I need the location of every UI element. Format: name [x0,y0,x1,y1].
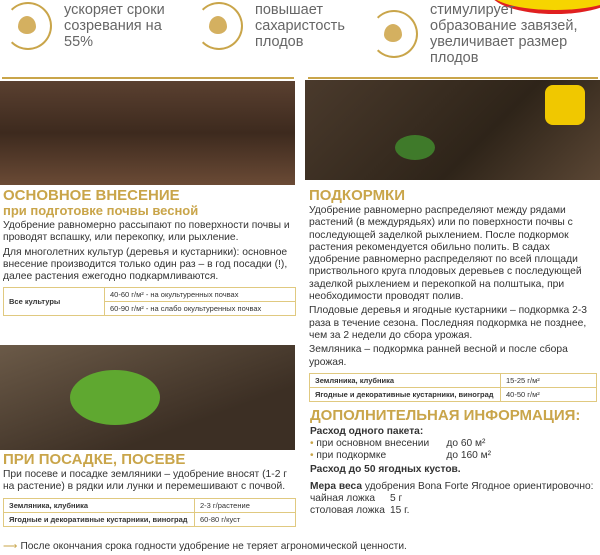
feature-ripening: ускоряет сроки созревания на 55% [4,2,184,50]
divider [308,77,598,79]
planting-section: ПРИ ПОСАДКЕ, ПОСЕВЕ При посеве и посадке земляники – удобрение вносят (1-2 г на растение) в рядки или лунки и перемешивают с почвой. Земляника, клубника 2-3 г/растение Ягодные и декоративные кустарники, виноград 60-80 г/куст [3,452,296,527]
sugar-cubes-icon [195,2,243,50]
feature-ovary: стимулирует образование завязей, увеличивает размер плодов [370,2,600,66]
soil-hands-photo [0,81,295,185]
extra-info-section: ДОПОЛНИТЕЛЬНАЯ ИНФОРМАЦИЯ: Расход одного пакета: • при основном внесении до 60 м² • при подкормке до 160 м² Расход до 50 ягодных кустов. Мера веса удобрения Bona Forte Ягодное ориентировочно: чайная ложка 5 г столовая ложка 15 г. [310,407,594,516]
feeding-rate-table: Земляника, клубника 15-25 г/м² Ягодные и декоративные кустарники, виноград 40-50 г/м² [309,373,597,402]
garden-tool-photo [305,80,600,180]
footer-note: ⟶ После окончания срока годности удобрение не теряет агрономической ценности. [3,541,407,552]
planting-rate-table: Земляника, клубника 2-3 г/растение Ягодные и декоративные кустарники, виноград 60-80 г/куст [3,498,296,527]
divider [2,77,294,79]
feature-sugar: повышает сахаристость плодов [195,2,365,50]
feeding-section: ПОДКОРМКИ Удобрение равномерно распределяют между рядами растений (в междурядьях) или по поверхности почвы с последующей заделкой рыхлением. После подкормок растения рекомендуется обильно полить. В садах удобрение равномерно распределяют по всей площади приствольного круга плодовых деревьев с последующей заделкой рыхлением и перекопкой на полштыка, при необходимости проводят полив. Плодовые деревья и ягодные кустарники – подкормка 2-3 раза в течение сезона. Последняя подкормка не позднее, чем за 2 недели до сбора урожая. Земляника – подкормка ранней весной и после сбора урожая. Земляника, клубника 15-25 г/м² Ягодные и декоративные кустарники, виноград 40-50 г/м² [309,188,597,402]
basic-rate-table: Все культуры 40-60 г/м² - на окультуренных почвах 60-90 г/м² - на слабо окультуренных почвах [3,287,296,316]
strawberry-flower-icon [370,10,418,58]
basic-section: ОСНОВНОЕ ВНЕСЕНИЕ при подготовке почвы весной Удобрение равномерно рассыпают по поверхности почвы и проводят вспашку, или перекопку, или рыхление. Для многолетних культур (деревья и кустарники): основное внесение производится только один раз – в год посадки (!), далее растения ежегодно подкармливаются. Все культуры 40-60 г/м² - на окультуренных почвах 60-90 г/м² - на слабо окультуренных почвах [3,188,296,316]
check-strawberry-icon [4,2,52,50]
strawberry-seedling-photo [0,345,295,450]
arrow-right-icon: ⟶ [3,541,21,552]
